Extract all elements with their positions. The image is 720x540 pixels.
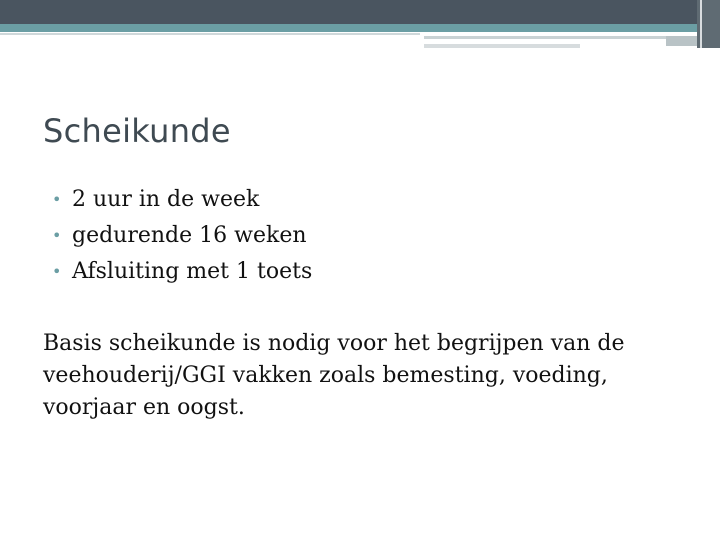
bullet-icon: • [52,262,62,281]
header-bar-dark [0,0,697,24]
header-thin-line [424,36,666,39]
header-thin-block [666,36,697,46]
bullet-item [52,182,312,218]
bullet-item [52,254,312,290]
bullet-text: 2 uur in de week [72,187,260,212]
header-accent-block [697,0,720,48]
bullet-icon: • [52,190,62,209]
header-bar-teal [0,24,697,32]
bullet-text: Afsluiting met 1 toets [72,259,313,284]
bullet-icon: • [52,226,62,245]
bullet-item [52,218,312,254]
bullet-list [52,182,312,290]
bullet-text: gedurende 16 weken [72,223,307,248]
slide-title: Scheikunde [43,112,231,150]
header-thin-line [424,44,580,48]
body-paragraph: Basis scheikunde is nodig voor het begrijpen van de veehouderij/GGI vakken zoals bemesting, voeding, voorjaar en oogst. [43,331,625,420]
header-thin-line [0,33,420,35]
